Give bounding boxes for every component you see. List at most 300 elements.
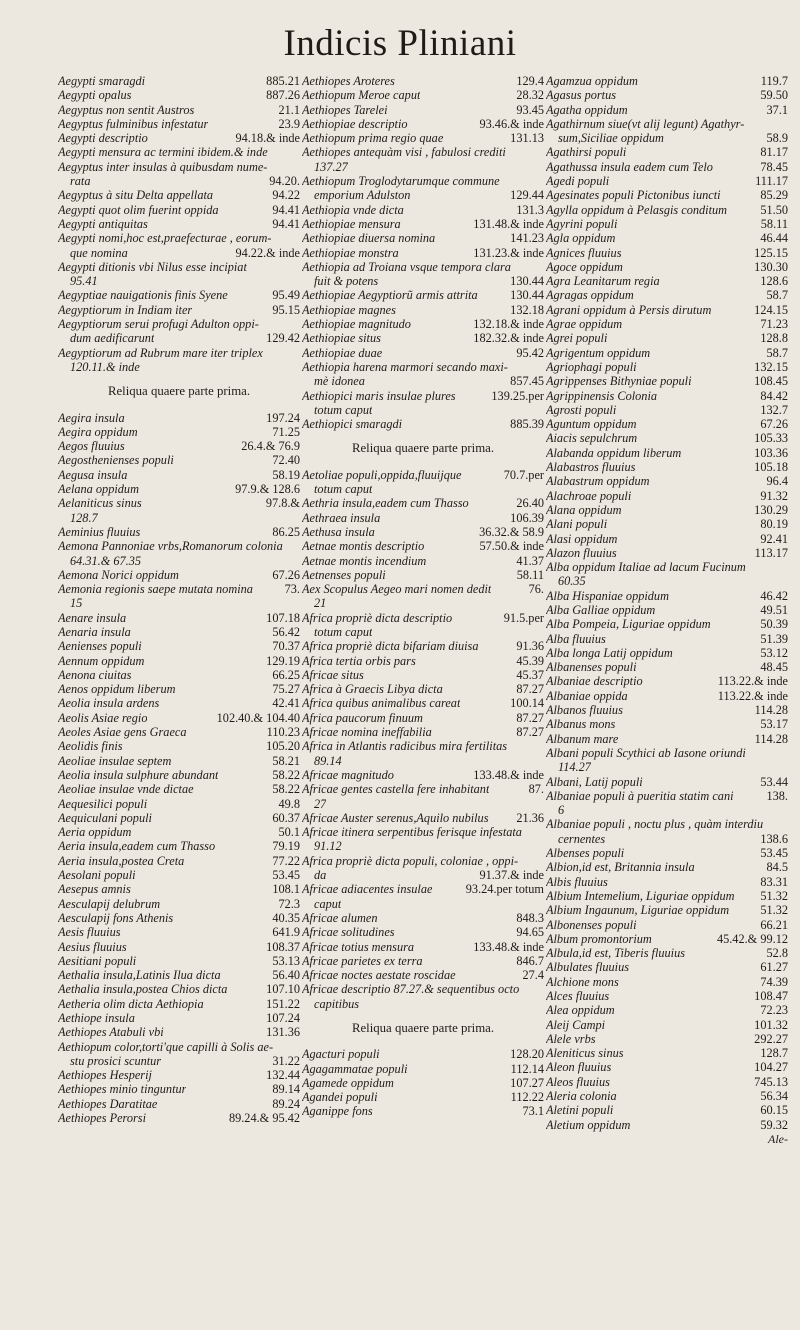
index-entry (302, 539, 544, 553)
index-column-middle (302, 74, 544, 1119)
index-entry-continuation (302, 596, 544, 610)
entry-page-ref: 107.10 (266, 982, 300, 997)
index-entry (58, 839, 300, 853)
entry-term: Albaniae oppida (546, 688, 628, 703)
entry-term: Aegypti mensura ac termini ibidem.& inde (58, 145, 268, 160)
entry-page-ref: 53.12 (760, 645, 788, 660)
index-entry (546, 417, 788, 431)
entry-page-ref: 72.40 (272, 453, 300, 468)
index-entry (58, 854, 300, 868)
entry-term: Aenos oppidum liberum (58, 682, 176, 697)
entry-term: Aganippe fons (302, 1104, 373, 1119)
index-entry (546, 260, 788, 274)
index-entry (302, 882, 544, 896)
index-entry (58, 1040, 300, 1054)
entry-term: Alana oppidum (546, 502, 622, 517)
entry-term: Agrippinensis Colonia (546, 388, 658, 403)
entry-page-ref: 745.13 (754, 1074, 788, 1089)
index-entry (58, 811, 300, 825)
index-entry (58, 188, 300, 202)
entry-term: Aethiopes Tarelei (302, 102, 388, 117)
index-entry (58, 725, 300, 739)
entry-term: dum aedificarunt (70, 331, 155, 346)
entry-page-ref: 42.41 (272, 696, 300, 711)
index-entry (58, 303, 300, 317)
index-entry (302, 954, 544, 968)
entry-term: Africae adiacentes insulae (302, 882, 433, 897)
entry-page-ref: 108.37 (266, 939, 300, 954)
index-entry (58, 711, 300, 725)
entry-page-ref: 53.45 (760, 846, 788, 861)
index-entry (546, 989, 788, 1003)
entry-list-middle-bottom (302, 1047, 544, 1118)
entry-page-ref: 141.23 (510, 231, 544, 246)
index-entry-continuation (302, 160, 544, 174)
entry-term: Aenare insula (58, 610, 127, 625)
entry-term: Aegyptus fulminibus infestatur (58, 116, 209, 131)
index-entry (302, 389, 544, 403)
index-entry (546, 1118, 788, 1132)
index-entry (546, 746, 788, 760)
index-entry-continuation (58, 174, 300, 188)
entry-page-ref: 130.30 (754, 259, 788, 274)
index-entry (58, 317, 300, 331)
entry-term: Aegyptus non sentit Austros (58, 102, 195, 117)
entry-term: Africa quibus animalibus careat (302, 696, 461, 711)
entry-term: Agandei populi (302, 1090, 378, 1105)
entry-page-ref: 57.50.& inde (479, 539, 544, 554)
entry-term: Agrosti populi (546, 402, 617, 417)
entry-term: 27 (314, 796, 327, 811)
entry-term: Alele vrbs (546, 1031, 596, 1046)
entry-page-ref: 94.22.& inde (235, 245, 300, 260)
index-entry (58, 1025, 300, 1039)
entry-page-ref: 72.3 (278, 896, 300, 911)
entry-term: Africae itinera serpentibus ferisque infestata (302, 825, 522, 840)
index-entry (58, 940, 300, 954)
index-entry (58, 754, 300, 768)
index-entry (302, 496, 544, 510)
index-entry-continuation (302, 403, 544, 417)
index-entry (546, 860, 788, 874)
index-entry (58, 145, 300, 159)
entry-page-ref: 129.4 (516, 74, 544, 88)
index-entry (58, 868, 300, 882)
entry-term: Aethalia insula,postea Chios dicta (58, 982, 228, 997)
index-entry (546, 346, 788, 360)
entry-term: Aethiopes Hesperij (58, 1068, 152, 1083)
entry-page-ref: 45.37 (516, 667, 544, 682)
entry-page-ref: 89.24.& 95.42 (228, 1111, 300, 1126)
index-entry (58, 482, 300, 496)
entry-term: 137.27 (314, 159, 348, 174)
index-entry (302, 854, 544, 868)
index-entry (58, 468, 300, 482)
entry-term: stu prosici scuntur (70, 1053, 162, 1068)
index-entry (302, 611, 544, 625)
entry-page-ref: 108.47 (754, 989, 788, 1003)
entry-page-ref: 58.21 (272, 753, 300, 768)
entry-term: Aethiopes Aroteres (302, 74, 395, 88)
entry-page-ref: 114.28 (754, 731, 788, 746)
index-entry (58, 203, 300, 217)
entry-page-ref: 87.27 (516, 682, 544, 697)
entry-term: Aesitiani populi (58, 953, 137, 968)
index-entry (546, 546, 788, 560)
index-entry-continuation (302, 897, 544, 911)
entry-page-ref: 128.20 (510, 1047, 544, 1062)
entry-term: Alba Galliae oppidum (546, 602, 656, 617)
index-entry (546, 403, 788, 417)
index-entry (58, 1097, 300, 1111)
entry-term: capitibus (314, 996, 360, 1011)
entry-term: Albaniae populi à pueritia statim cani (546, 788, 734, 803)
entry-page-ref: 131.48.& inde (473, 216, 544, 231)
index-entry (58, 88, 300, 102)
entry-page-ref: 95.15 (272, 302, 300, 317)
entry-page-ref: 97.8.& (265, 496, 300, 511)
page-title: Indicis Pliniani (283, 23, 517, 64)
entry-term: Aeoles Asiae gens Graeca (58, 725, 187, 740)
entry-page-ref: 58.9 (766, 131, 788, 146)
index-column-right (546, 74, 788, 1146)
index-entry (58, 954, 300, 968)
entry-page-ref: 107.18 (266, 610, 300, 625)
entry-term: Aethiopici smaragdi (302, 417, 403, 432)
index-entry (58, 739, 300, 753)
entry-page-ref: 91.5.per (503, 610, 544, 625)
index-entry (302, 74, 544, 88)
entry-term: Alces fluuius (546, 989, 610, 1003)
entry-term: Albani populi Scythici ab Iasone oriundi (546, 745, 746, 760)
entry-term: Aethiopes Perorsi (58, 1111, 146, 1126)
entry-page-ref: 86.25 (272, 524, 300, 539)
index-entry-continuation (546, 131, 788, 145)
entry-page-ref: 95.49 (272, 288, 300, 303)
entry-page-ref: 129.19 (266, 653, 300, 668)
index-entry (546, 474, 788, 488)
index-entry (302, 554, 544, 568)
index-entry (58, 439, 300, 453)
entry-page-ref: 58.7 (766, 288, 788, 303)
entry-page-ref: 89.24 (272, 1096, 300, 1111)
entry-term: Agra Leanitarum regia (546, 274, 660, 289)
index-entry (302, 417, 544, 431)
index-entry (546, 660, 788, 674)
index-entry-continuation (546, 832, 788, 846)
index-entry (546, 360, 788, 374)
index-entry-continuation (58, 1054, 300, 1068)
index-entry (302, 668, 544, 682)
entry-term: Africa propriè dicta bifariam diuisa (302, 639, 479, 654)
index-entry (546, 317, 788, 331)
entry-term: Agrei populi (546, 331, 608, 346)
index-entry (546, 1003, 788, 1017)
entry-list-middle-middle (302, 468, 544, 1011)
entry-page-ref: 41.37 (516, 553, 544, 568)
index-entry-continuation (58, 596, 300, 610)
entry-term: rata (70, 174, 91, 189)
entry-page-ref: 56.42 (272, 624, 300, 639)
entry-page-ref: 51.32 (760, 903, 788, 918)
entry-page-ref: 130.44 (510, 274, 544, 289)
index-entry (58, 768, 300, 782)
index-entry (546, 460, 788, 474)
entry-term: Alazon fluuius (546, 545, 617, 560)
entry-page-ref: 107.24 (266, 1011, 300, 1025)
entry-term: Aegyptiae nauigationis finis Syene (58, 288, 228, 303)
index-entry (302, 525, 544, 539)
index-entry-continuation (546, 760, 788, 774)
entry-page-ref: 23.9 (278, 116, 300, 131)
index-entry (546, 1032, 788, 1046)
index-entry (58, 117, 300, 131)
index-entry (58, 625, 300, 639)
index-entry (302, 982, 544, 996)
index-entry (302, 511, 544, 525)
entry-term: 60.35 (558, 574, 586, 589)
entry-page-ref: 93.24.per totum (465, 882, 544, 897)
entry-term: Africae nomina ineffabilia (302, 725, 432, 740)
entry-page-ref: 78.45 (760, 159, 788, 174)
entry-page-ref: 105.33 (754, 431, 788, 446)
index-entry-continuation (302, 839, 544, 853)
entry-page-ref: 131.36 (266, 1025, 300, 1040)
entry-page-ref: 105.18 (754, 460, 788, 475)
entry-term: totum caput (314, 402, 373, 417)
index-entry (546, 288, 788, 302)
index-entry (58, 825, 300, 839)
entry-page-ref: 132.18.& inde (473, 317, 544, 332)
index-entry (546, 717, 788, 731)
index-entry (58, 411, 300, 425)
entry-page-ref: 105.20 (266, 739, 300, 754)
index-entry (302, 88, 544, 102)
entry-term: Albanum mare (546, 731, 619, 746)
entry-page-ref: 84.42 (760, 388, 788, 403)
entry-term: Aeria oppidum (58, 825, 132, 840)
entry-page-ref: 96.4 (766, 474, 788, 489)
index-entry (58, 982, 300, 996)
entry-term: Aethiopum color,torti'que capilli à Solis ae- (58, 1039, 274, 1054)
index-entry (546, 174, 788, 188)
entry-page-ref: 67.26 (760, 417, 788, 432)
entry-term: Aegyptiorum ad Rubrum mare iter triplex (58, 345, 263, 360)
entry-term: Aegypti opalus (58, 88, 132, 103)
index-entry (302, 968, 544, 982)
index-entry (58, 968, 300, 982)
index-entry (58, 1068, 300, 1082)
index-entry-continuation (302, 997, 544, 1011)
entry-page-ref: 72.23 (760, 1003, 788, 1018)
index-entry (58, 539, 300, 553)
entry-term: Aethiopiae mensura (302, 216, 401, 231)
entry-term: 15 (70, 596, 83, 611)
entry-term: Aegypti descriptio (58, 131, 148, 146)
entry-term: Agla oppidum (546, 231, 616, 246)
entry-term: Agrani oppidum à Persis dirutum (546, 302, 712, 317)
entry-page-ref: 49.8 (278, 796, 300, 811)
index-entry (546, 789, 788, 803)
entry-term: caput (314, 896, 342, 911)
entry-page-ref: 129.44 (510, 188, 544, 203)
index-entry (302, 231, 544, 245)
entry-term: Agasus portus (546, 88, 617, 103)
entry-term: Albulates fluuius (546, 960, 630, 975)
entry-term: Aeolis Asiae regio (58, 710, 148, 725)
entry-list-left-bottom (58, 411, 300, 1126)
entry-term: Aethiopes minio tinguntur (58, 1082, 187, 1097)
index-entry (546, 732, 788, 746)
index-entry (546, 1089, 788, 1103)
entry-page-ref: 45.39 (516, 653, 544, 668)
entry-page-ref: 31.22 (272, 1053, 300, 1068)
entry-page-ref: 71.23 (760, 317, 788, 332)
index-entry (302, 911, 544, 925)
entry-term: 120.11.& inde (70, 359, 140, 374)
entry-page-ref: 58.11 (516, 567, 544, 582)
entry-page-ref: 87. (528, 782, 544, 797)
entry-term: Aesculapij delubrum (58, 896, 161, 911)
entry-term: Aegyptiorum in Indiam iter (58, 302, 193, 317)
entry-page-ref: 46.44 (760, 231, 788, 246)
entry-page-ref: 102.40.& 104.40 (216, 710, 300, 725)
entry-term: Alabastros fluuius (546, 460, 636, 475)
entry-page-ref: 114.28 (754, 703, 788, 718)
entry-page-ref: 80.19 (760, 517, 788, 532)
entry-term: Aegira insula (58, 410, 125, 425)
entry-page-ref: 26.4.& 76.9 (241, 439, 300, 454)
entry-term: Aex Scopulus Aegeo mari nomen dedit (302, 582, 492, 597)
entry-page-ref: 138.6 (760, 831, 788, 846)
index-entry (302, 117, 544, 131)
entry-page-ref: 60.15 (760, 1103, 788, 1118)
entry-term: Albani, Latij populi (546, 774, 643, 789)
entry-term: Aethiopum Meroe caput (302, 88, 421, 103)
index-entry (546, 817, 788, 831)
entry-page-ref: 131.13 (510, 131, 544, 146)
entry-term: 6 (558, 803, 565, 818)
entry-term: Aegypti ditionis vbi Nilus esse incipiat (58, 259, 247, 274)
index-entry (546, 246, 788, 260)
entry-term: Africae descriptio 87.27.& sequentibus octo (302, 982, 520, 997)
entry-page-ref: 49.51 (760, 602, 788, 617)
entry-term: Alba Hispaniae oppidum (546, 588, 669, 603)
entry-term: Aethiopiae diuersa nomina (302, 231, 436, 246)
entry-term: 21 (314, 596, 327, 611)
entry-term: Africa à Graecis Libya dicta (302, 682, 443, 697)
entry-page-ref: 77.22 (272, 853, 300, 868)
index-entry-continuation (302, 188, 544, 202)
index-entry (58, 525, 300, 539)
entry-page-ref: 40.35 (272, 910, 300, 925)
entry-term: Albenses populi (546, 846, 625, 861)
entry-term: Aeolia insula sulphure abundant (58, 767, 219, 782)
index-entry (302, 811, 544, 825)
entry-term: Albanenses populi (546, 660, 637, 675)
entry-page-ref: 66.21 (760, 917, 788, 932)
entry-page-ref: 197.24 (266, 410, 300, 425)
index-entry (302, 568, 544, 582)
entry-page-ref: 106.39 (510, 510, 544, 525)
entry-term: Aemonia regionis saepe mutata nomina (58, 582, 253, 597)
entry-term: mè idonea (314, 374, 365, 389)
entry-page-ref: 130.29 (754, 502, 788, 517)
entry-page-ref: 94.65 (516, 925, 544, 940)
entry-term: sum,Siciliae oppidum (558, 131, 664, 146)
entry-page-ref: 131.3 (516, 202, 544, 217)
index-entry (58, 925, 300, 939)
entry-page-ref: 110.23 (266, 725, 300, 740)
entry-term: Aethiopia ad Troiana vsque tempora clara (302, 259, 511, 274)
entry-page-ref: 104.27 (754, 1060, 788, 1075)
entry-page-ref: 885.21 (266, 74, 300, 88)
index-entry (58, 882, 300, 896)
index-entry (546, 617, 788, 631)
entry-term: que nomina (70, 245, 128, 260)
entry-page-ref: 52.8 (766, 946, 788, 961)
entry-term: Agamzua oppidum (546, 74, 638, 88)
entry-term: Agragas oppidum (546, 288, 634, 303)
entry-term: Aenaria insula (58, 624, 131, 639)
index-entry (546, 589, 788, 603)
entry-page-ref: 59.50 (760, 88, 788, 103)
index-entry (302, 682, 544, 696)
entry-page-ref: 36.32.& 58.9 (479, 524, 544, 539)
index-entry (58, 782, 300, 796)
entry-term: Agrae oppidum (546, 317, 623, 332)
index-entry (302, 639, 544, 653)
entry-page-ref: 857.45 (510, 374, 544, 389)
entry-page-ref: 125.15 (754, 245, 788, 260)
entry-term: Alabanda oppidum liberum (546, 445, 682, 460)
index-entry (302, 246, 544, 260)
index-entry (546, 1075, 788, 1089)
entry-term: Aethiopiae monstra (302, 245, 399, 260)
entry-term: Agagammatae populi (302, 1061, 408, 1076)
index-entry (546, 889, 788, 903)
entry-term: Aletini populi (546, 1103, 614, 1118)
entry-page-ref: 50.1 (278, 825, 300, 840)
entry-page-ref: 128.6 (760, 274, 788, 289)
entry-term: totum caput (314, 624, 373, 639)
entry-page-ref: 46.42 (760, 588, 788, 603)
entry-term: 89.14 (314, 753, 342, 768)
entry-page-ref: 292.27 (754, 1031, 788, 1046)
index-entry (58, 1111, 300, 1125)
entry-list-right (546, 74, 788, 1132)
entry-page-ref: 48.45 (760, 660, 788, 675)
entry-page-ref: 133.48.& inde (473, 767, 544, 782)
index-entry (302, 260, 544, 274)
index-entry (58, 231, 300, 245)
index-entry (546, 517, 788, 531)
entry-term: Albis fluuius (546, 874, 608, 889)
index-entry (546, 188, 788, 202)
index-entry (546, 217, 788, 231)
entry-term: Aesepus amnis (58, 882, 131, 897)
entry-page-ref: 50.39 (760, 617, 788, 632)
index-entry-continuation (58, 511, 300, 525)
entry-term: Aesius fluuius (58, 939, 127, 954)
entry-page-ref: 74.39 (760, 974, 788, 989)
entry-term: Aegos fluuius (58, 439, 125, 454)
entry-page-ref: 108.45 (754, 374, 788, 389)
entry-page-ref: 58.7 (766, 345, 788, 360)
entry-term: Aetnae montis incendium (302, 553, 427, 568)
entry-term: Aenienses populi (58, 639, 142, 654)
entry-term: Africae alumen (302, 910, 378, 925)
